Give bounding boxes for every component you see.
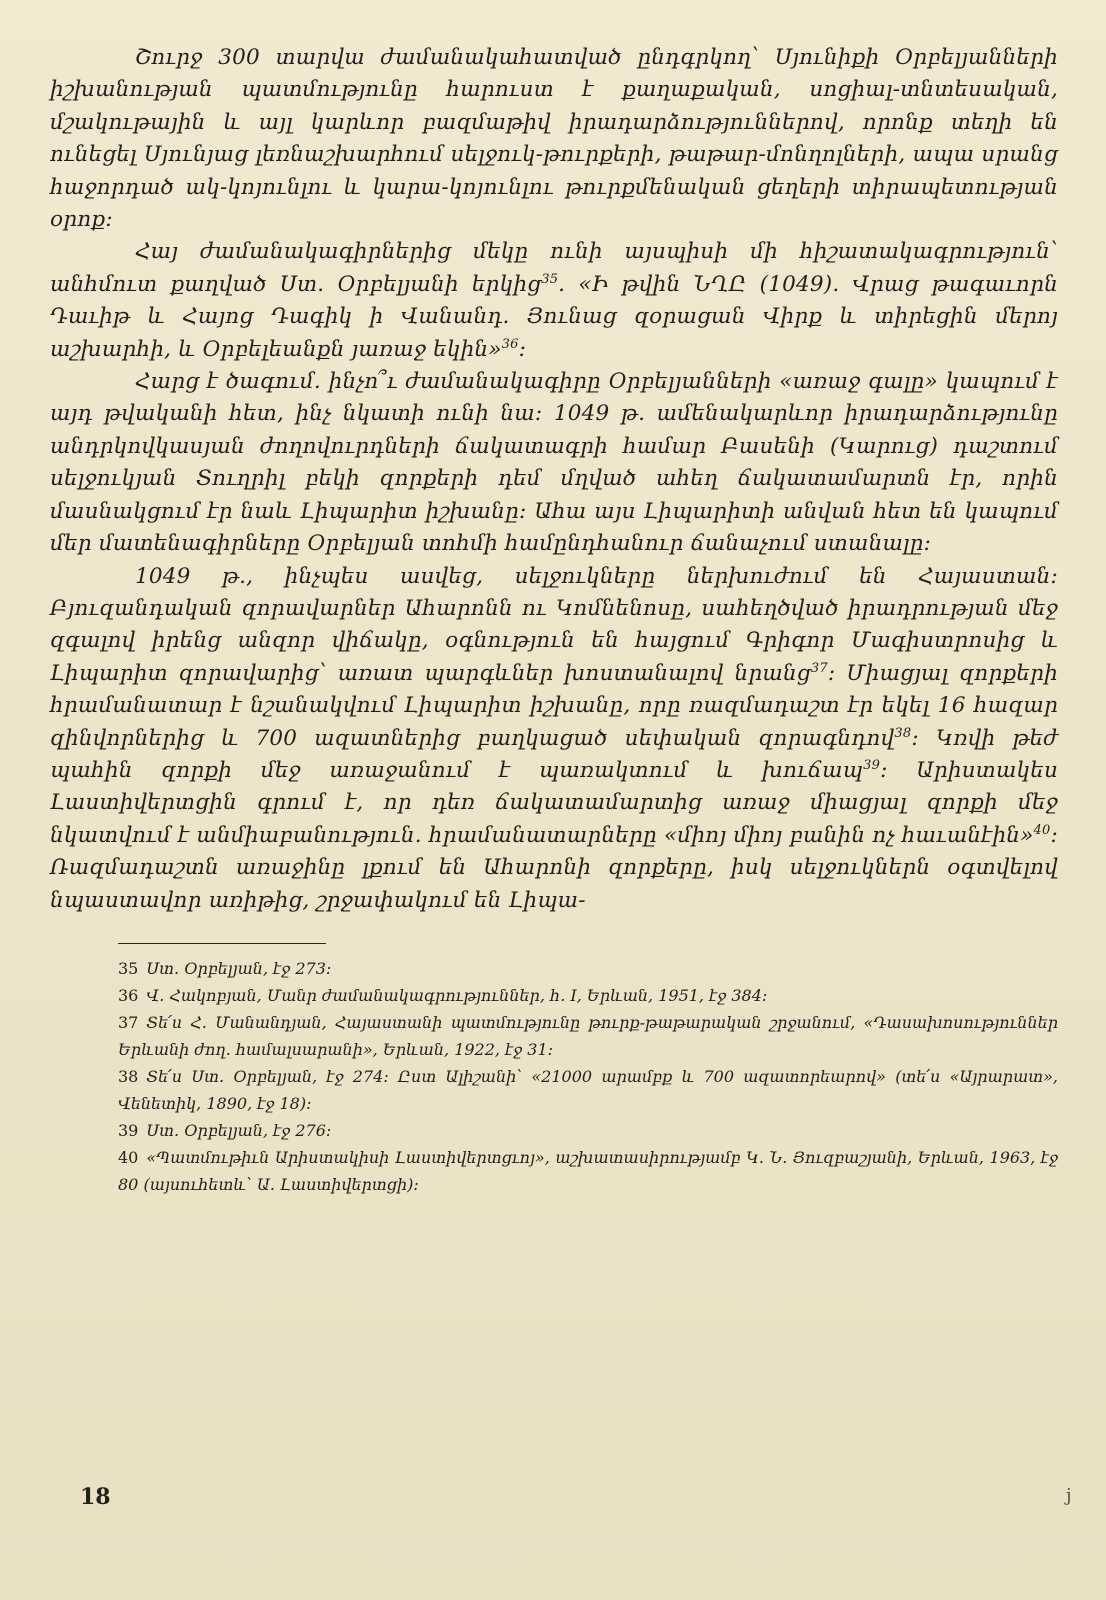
footnote-ref: 38	[894, 725, 912, 741]
footnotes	[50, 955, 1058, 1198]
paragraph	[50, 42, 1058, 236]
footnote	[118, 1009, 1058, 1063]
paragraph-text: Հարց է ծագում. ինչո՞ւ ժամանակագիրը Օրբելյանների «առաջ գալը» կապում է այդ թվականի հետ, ինչ նկատի ունի նա։ 1049 թ. ամենակարևոր իրադարձությունը անդրկովկասյան ժողովուրդների ճակատագրի համար Բասենի (Կարուց) դաշտում սելջուկյան Տուղրիլ բեկի զորքերի դեմ մղված ահեղ ճակատամարտն էր, որին մասնակցում էր նաև Լիպարիտ իշխանը։ Ահա այս Լիպարիտի անվան հետ են կապում մեր մատենագիրները Օրբելյան տոհմի համընդհանուր ճանաչում ստանալը։	[50, 369, 1058, 557]
margin-mark: j	[1066, 1485, 1072, 1506]
paragraph-text: . «Ի թվին ՆՂԸ (1049). Վրաց թագաւորն Դաւիթ և Հայոց Դագիկ ի Վանանդ. Յունաց զօրացան Վիրք և տիրեցին մերոյ աշխարհի, և Օրբելեանքն յառաջ եկին»	[50, 271, 1059, 362]
footnote-ref: 35	[541, 271, 559, 287]
footnote-number: 38	[118, 1066, 139, 1086]
footnote	[118, 955, 1058, 982]
footnote-ref: 36	[501, 336, 519, 352]
paragraph-text: 1049 թ., ինչպես ասվեց, սելջուկները ներխուժում են Հայաստան։ Բյուզանդական զորավարներ Ահարոնն ու Կոմնենոսը, սահեղծված իրադրության մեջ զգալով իրենց անզոր վիճակը, օգնություն են հայցում Գրիգոր Մագիստրոսից և Լիպարիտ զորավարից՝ առատ պարգևներ խոստանալով նրանց	[50, 563, 1058, 686]
footnote-text: Ստ. Օրբելյան, էջ 273։	[146, 958, 332, 978]
footnote-number: 36	[118, 985, 139, 1005]
footnote	[118, 1063, 1058, 1117]
page-number: 18	[80, 1484, 111, 1510]
footnote-text: Ստ. Օրբելյան, էջ 276։	[146, 1120, 332, 1140]
footnote-text: Վ. Հակոբյան, Մանր ժամանակագրություններ, հ. I, Երևան, 1951, էջ 384։	[146, 985, 768, 1005]
paragraph	[50, 561, 1058, 917]
paragraph-text: Շուրջ 300 տարվա ժամանակահատված ընդգրկող՝ Սյունիքի Օրբելյանների իշխանության պատմությունը հարուստ է քաղաքական, սոցիալ-տնտեսական, մշակութային և այլ կարևոր բազմաթիվ իրադարձություններով, որոնք տեղի են ունեցել Սյունյաց լեռնաշխարհում սելջուկ-թուրքերի, թաթար-մոնղոլների, ապա սրանց հաջորդած ակ-կոյունլու և կարա-կոյունլու թուրքմենական ցեղերի տիրապետության օրոք։	[50, 45, 1058, 233]
footnote-number: 37	[118, 1012, 139, 1032]
footnote	[118, 982, 1058, 1009]
paragraph-text: Հայ ժամանակագիրներից մեկը ունի այսպիսի մի հիշատակագրություն՝ անհմուտ քաղված Ստ. Օրբելյանի երկից	[50, 239, 1058, 297]
footnote-number: 39	[118, 1120, 139, 1140]
paragraph-text: ։ Արիստակես Լաստիվերտցին գրում է, որ դեռ ճակատամարտից առաջ միացյալ զորքի մեջ նկատվում է անմիաբանություն. հրամանատարները «միոյ միոյ բանին ոչ հաւանէին»	[50, 757, 1058, 848]
footnote-number: 35	[118, 958, 139, 978]
footnote-text: «Պատմութիւն Արիստակիսի Լաստիվերտցւոյ», աշխատասիրությամբ Կ. Ն. Յուզբաշյանի, Երևան, 1963, էջ 80 (այսուհետև՝ Ա. Լաստիվերտցի)։	[118, 1147, 1058, 1194]
paragraph-text: ։ Միացյալ զորքերի հրամանատար է նշանակվում Լիպարիտ իշխանը, որը ռազմադաշտ էր եկել 16 հազար զինվորներից և 700 ազատներից բաղկացած սեփական զորագնդով	[50, 660, 1058, 751]
footnote	[118, 1117, 1058, 1144]
footnote-ref: 40	[1033, 822, 1051, 838]
footnote-ref: 39	[863, 757, 881, 773]
paragraph-text: ։ Ռազմադաշտն առաջինը լքում են Ահարոնի զորքերը, իսկ սելջուկներն օգտվելով նպաստավոր առիթից, շրջափակում են Լիպա-	[50, 822, 1058, 913]
paragraph-text: ։	[518, 336, 527, 362]
footnote	[118, 1144, 1058, 1198]
paragraph-text: ։ Կռվի թեժ պահին զորքի մեջ առաջանում է պառակտում և խուճապ	[50, 725, 1059, 783]
main-text	[50, 42, 1058, 917]
footnote-number: 40	[118, 1147, 139, 1167]
paragraph	[50, 236, 1058, 366]
footnote-separator	[118, 943, 326, 944]
footnote-ref: 37	[810, 660, 828, 676]
footnote-text: Տե՛ս Հ. Մանանդյան, Հայաստանի պատմությունը թուրք-թաթարական շրջանում, «Դասախոսություններ Երևանի ժող. համալսարանի», Երևան, 1922, էջ 31։	[118, 1012, 1058, 1059]
paragraph	[50, 366, 1058, 560]
footnote-text: Տե՛ս Ստ. Օրբելյան, էջ 274։ Ըստ Ալիշանի՝ «21000 արամբք և 700 ազատորեարով» (տե՛ս «Այրարատ», Վենետիկ, 1890, էջ 18)։	[118, 1066, 1058, 1113]
